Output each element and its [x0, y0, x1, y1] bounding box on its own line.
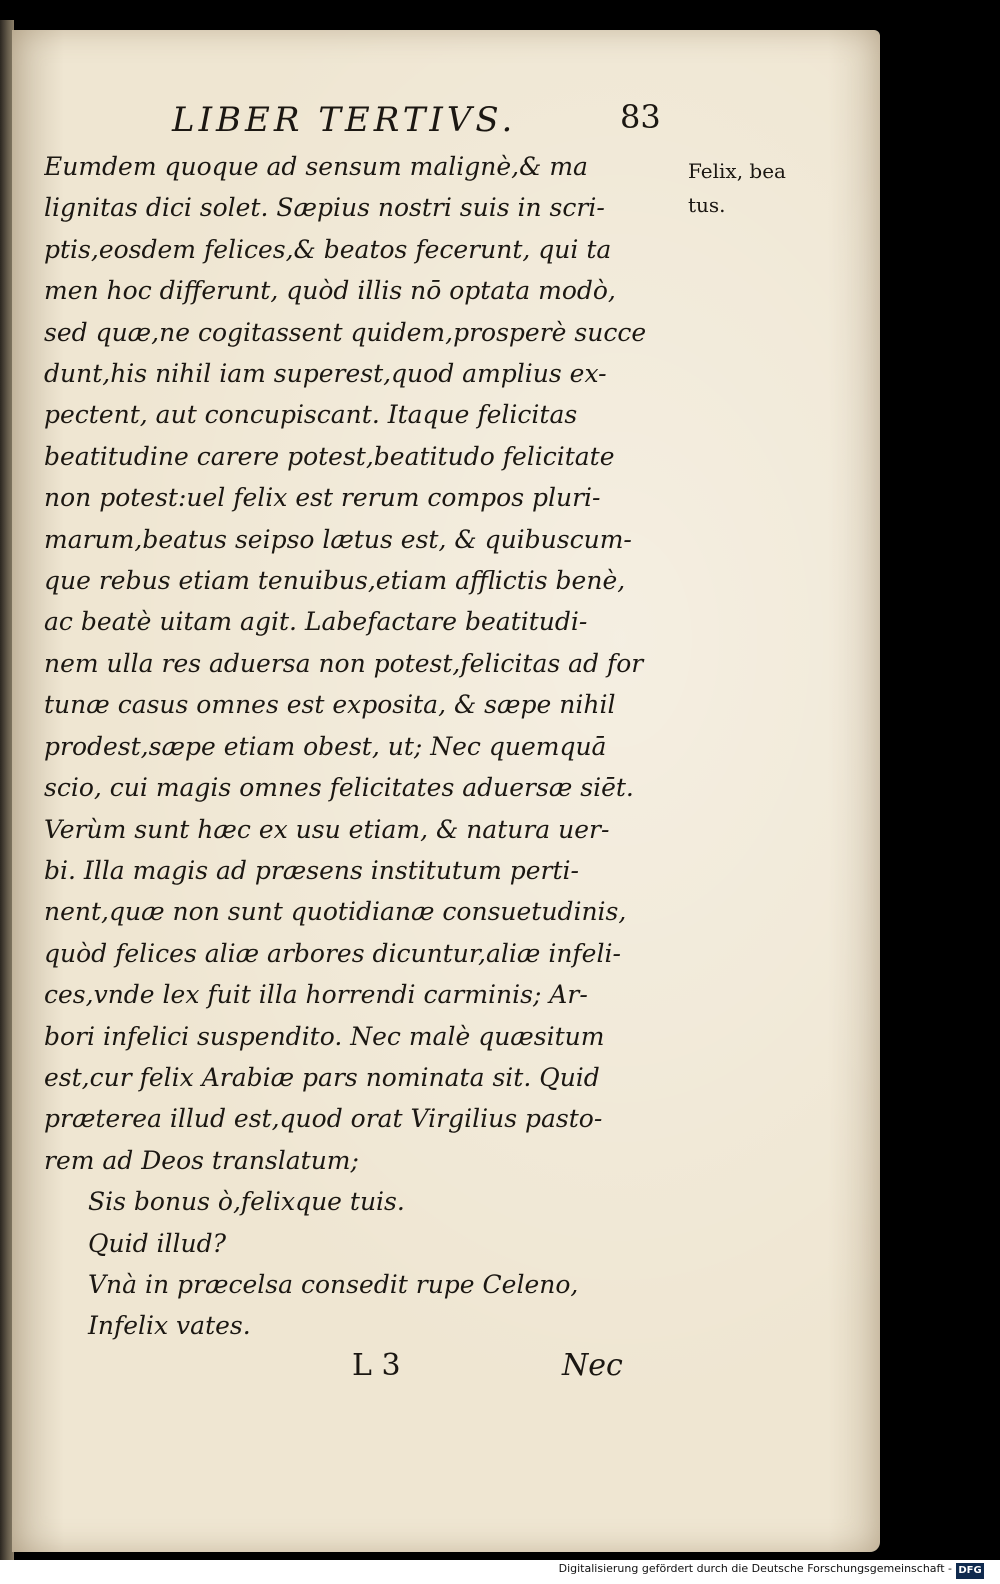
- book-page: [12, 30, 880, 1552]
- text-line: bori infelici suspendito. Nec malè quæsitum: [44, 1021, 605, 1051]
- verse-line: Infelix vates.: [88, 1311, 251, 1341]
- text-line: ces,vnde lex fuit illa horrendi carminis; Ar-: [44, 980, 588, 1010]
- text-line: nem ulla res aduersa non potest,felicitas ad for: [44, 648, 644, 678]
- catchword: Nec: [562, 1348, 623, 1383]
- text-line: beatitudine carere potest,beatitudo felicitate: [44, 441, 615, 471]
- text-line: ptis,eosdem felices,& beatos fecerunt, qui ta: [44, 234, 612, 264]
- text-line: lignitas dici solet. Sæpius nostri suis in scri-: [44, 193, 605, 223]
- signature-mark: L 3: [352, 1348, 401, 1383]
- dfg-logo: DFG: [956, 1563, 984, 1579]
- marginal-note-line: tus.: [688, 193, 726, 217]
- text-line: nent,quæ non sunt quotidianæ consuetudinis,: [44, 897, 627, 927]
- text-line: marum,beatus seipso lætus est, & quibuscum-: [44, 524, 632, 554]
- text-line: præterea illud est,quod orat Virgilius pasto-: [44, 1104, 603, 1134]
- text-line: ac beatè uitam agit. Labefactare beatitudi-: [44, 607, 588, 637]
- running-head: LIBER TERTIVS.: [172, 100, 517, 140]
- funding-credit: Digitalisierung gefördert durch die Deutsche Forschungsgemeinschaft -: [558, 1562, 952, 1575]
- text-line: Verùm sunt hæc ex usu etiam, & natura uer-: [44, 814, 610, 844]
- text-line: est,cur felix Arabiæ pars nominata sit. Quid: [44, 1062, 600, 1092]
- text-line: tunæ casus omnes est exposita, & sæpe nihil: [44, 690, 616, 720]
- text-line: prodest,sæpe etiam obest, ut; Nec quemquā: [44, 731, 607, 761]
- text-line: que rebus etiam tenuibus,etiam afflictis benè,: [44, 566, 626, 596]
- text-line: non potest:uel felix est rerum compos pluri-: [44, 483, 601, 513]
- page-number: 83: [620, 98, 661, 136]
- text-line: pectent, aut concupiscant. Itaque felicitas: [44, 400, 578, 430]
- text-line: men hoc differunt, quòd illis nō optata modò,: [44, 276, 616, 306]
- marginal-note: [688, 154, 808, 222]
- verse-line: Quid illud?: [88, 1228, 227, 1258]
- digitization-credit-bar: [0, 1560, 1000, 1584]
- body-text: [44, 146, 676, 1347]
- text-line: bi. Illa magis ad præsens institutum perti-: [44, 855, 579, 885]
- text-line: sed quæ,ne cogitassent quidem,prosperè succe: [44, 317, 647, 347]
- text-line: Eumdem quoque ad sensum malignè,& ma: [44, 152, 588, 181]
- text-line: dunt,his nihil iam superest,quod amplius ex-: [44, 359, 607, 389]
- marginal-note-line: Felix, bea: [688, 159, 786, 183]
- text-line: scio, cui magis omnes felicitates aduersæ siēt.: [44, 773, 634, 803]
- verse-line: Vnà in præcelsa consedit rupe Celeno,: [88, 1269, 579, 1299]
- page-footer: [352, 1348, 652, 1388]
- text-line: quòd felices aliæ arbores dicuntur,aliæ infeli-: [44, 938, 621, 968]
- text-line: rem ad Deos translatum;: [44, 1145, 359, 1175]
- verse-line: Sis bonus ò,felixque tuis.: [88, 1187, 405, 1217]
